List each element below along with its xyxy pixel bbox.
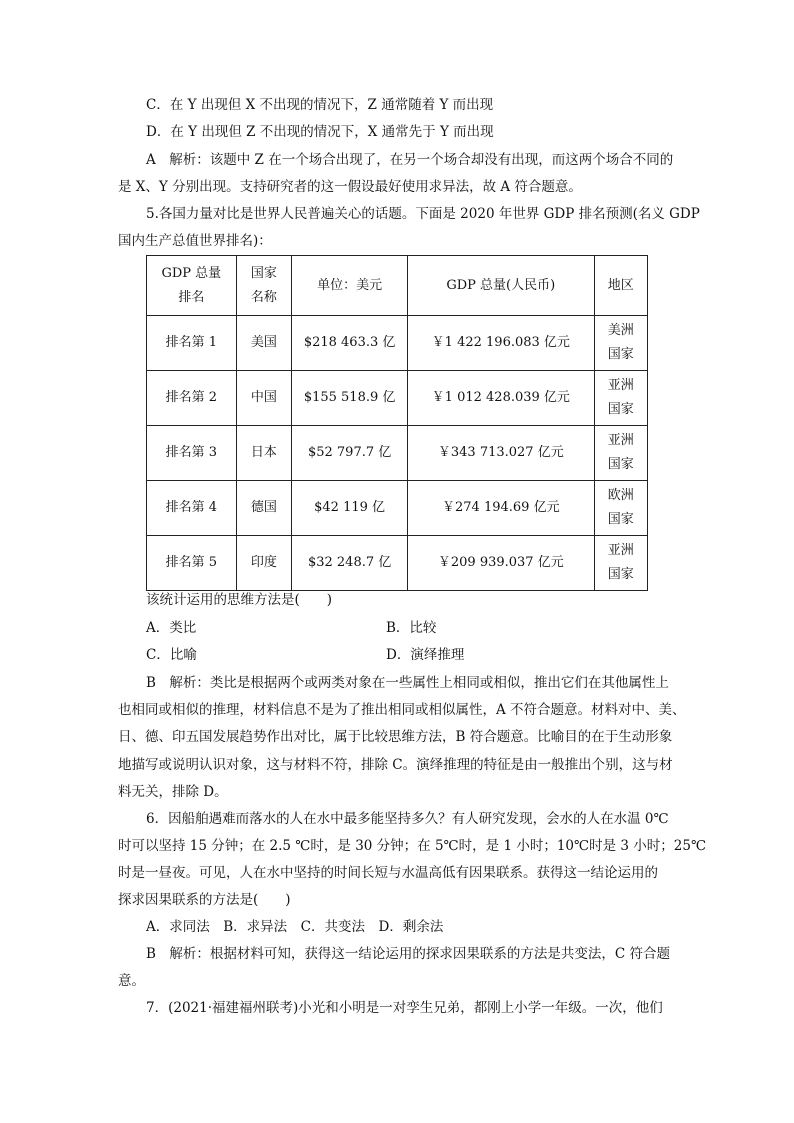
- q5-analysis-line-2: 也相同或相似的推理，材料信息不是为了推出相同或相似属性，A 不符合题意。材料对中、美、: [118, 702, 686, 718]
- cell-region: 亚洲 国家: [594, 426, 647, 481]
- cell-region: 亚洲 国家: [594, 371, 647, 426]
- q5-option-b: B．比较: [386, 620, 437, 636]
- q6-analysis-line-1: B 解析：根据材料可知，获得这一结论运用的探求因果联系的方法是共变法，C 符合题: [146, 946, 671, 962]
- table-row: [147, 371, 648, 426]
- table-row: [147, 536, 648, 591]
- q6-stem-line-3: 时是一昼夜。可见，人在水中坚持的时间长短与水温高低有因果联系。获得这一结论运用的: [118, 865, 658, 881]
- q6-options: A．求同法 B．求异法 C．共变法 D．剩余法: [146, 919, 444, 935]
- cell-usd: $155 518.9 亿: [292, 371, 408, 426]
- q5-option-c: C．比喻: [146, 647, 197, 663]
- table-row: [147, 426, 648, 481]
- header-usd: 单位：美元: [292, 256, 408, 316]
- q5-analysis-line-3: 日、德、印五国发展趋势作出对比，属于比较思维方法，B 符合题意。比喻目的在于生动形象: [118, 729, 673, 745]
- cell-rmb: ￥343 713.027 亿元: [408, 426, 594, 481]
- cell-rank: 排名第 3: [147, 426, 237, 481]
- q5-stem-line-1: 5.各国力量对比是世界人民普遍关心的话题。下面是 2020 年世界 GDP 排名预测(名义 GDP: [146, 206, 700, 222]
- cell-rmb: ￥1 422 196.083 亿元: [408, 316, 594, 371]
- header-region: 地区: [594, 256, 647, 316]
- q4-analysis-line-1: A 解析：该题中 Z 在一个场合出现了，在另一个场合却没有出现，而这两个场合不同的: [146, 152, 674, 168]
- cell-region: 美洲 国家: [594, 316, 647, 371]
- q6-stem-line-2: 时可以坚持 15 分钟；在 2.5 ℃时，是 30 分钟；在 5℃时，是 1 小时；10℃时是 3 小时；25℃: [118, 838, 707, 854]
- header-country: 国家 名称: [236, 256, 291, 316]
- cell-rmb: ￥274 194.69 亿元: [408, 481, 594, 536]
- cell-rank: 排名第 1: [147, 316, 237, 371]
- cell-rmb: ￥1 012 428.039 亿元: [408, 371, 594, 426]
- q5-analysis-line-4: 地描写或说明认识对象，这与材料不符，排除 C。演绎推理的特征是由一般推出个别，这与材: [118, 757, 673, 773]
- cell-country: 日本: [236, 426, 291, 481]
- q4-option-d: D．在 Y 出现但 Z 不出现的情况下，X 通常先于 Y 而出现: [146, 124, 494, 140]
- table-row: [147, 481, 648, 536]
- cell-usd: $42 119 亿: [292, 481, 408, 536]
- q6-analysis-line-2: 意。: [118, 973, 145, 989]
- q6-stem-line-4: 探求因果联系的方法是( ): [118, 892, 291, 908]
- cell-region: 亚洲 国家: [594, 536, 647, 591]
- table-row: [147, 316, 648, 371]
- q6-stem-line-1: 6．因船舶遇难而落水的人在水中最多能坚持多久？有人研究发现，会水的人在水温 0℃: [146, 811, 669, 827]
- q4-option-c: C．在 Y 出现但 X 不出现的情况下，Z 通常随着 Y 而出现: [146, 97, 494, 113]
- cell-country: 德国: [236, 481, 291, 536]
- table-header-row: [147, 256, 648, 316]
- cell-region: 欧洲 国家: [594, 481, 647, 536]
- cell-rank: 排名第 4: [147, 481, 237, 536]
- q5-question: 该统计运用的思维方法是( ): [146, 592, 333, 608]
- cell-country: 中国: [236, 371, 291, 426]
- q5-option-a: A．类比: [146, 620, 197, 636]
- cell-rmb: ￥209 939.037 亿元: [408, 536, 594, 591]
- q5-stem-line-2: 国内生产总值世界排名)：: [118, 233, 272, 249]
- cell-country: 印度: [236, 536, 291, 591]
- cell-country: 美国: [236, 316, 291, 371]
- q5-option-d: D．演绎推理: [386, 647, 465, 663]
- q7-stem-line-1: 7．(2021·福建福州联考)小光和小明是一对孪生兄弟，都刚上小学一年级。一次，他们: [146, 1000, 663, 1016]
- q5-analysis-line-5: 料无关，排除 D。: [118, 784, 228, 800]
- q5-analysis-line-1: B 解析：类比是根据两个或两类对象在一些属性上相同或相似，推出它们在其他属性上: [146, 675, 669, 691]
- cell-rank: 排名第 2: [147, 371, 237, 426]
- gdp-ranking-table: [146, 255, 648, 591]
- q4-analysis-line-2: 是 X、Y 分别出现。支持研究者的这一假设最好使用求异法，故 A 符合题意。: [118, 179, 582, 195]
- cell-usd: $52 797.7 亿: [292, 426, 408, 481]
- cell-usd: $218 463.3 亿: [292, 316, 408, 371]
- header-rank: GDP 总量 排名: [147, 256, 237, 316]
- cell-usd: $32 248.7 亿: [292, 536, 408, 591]
- cell-rank: 排名第 5: [147, 536, 237, 591]
- header-rmb: GDP 总量(人民币): [408, 256, 594, 316]
